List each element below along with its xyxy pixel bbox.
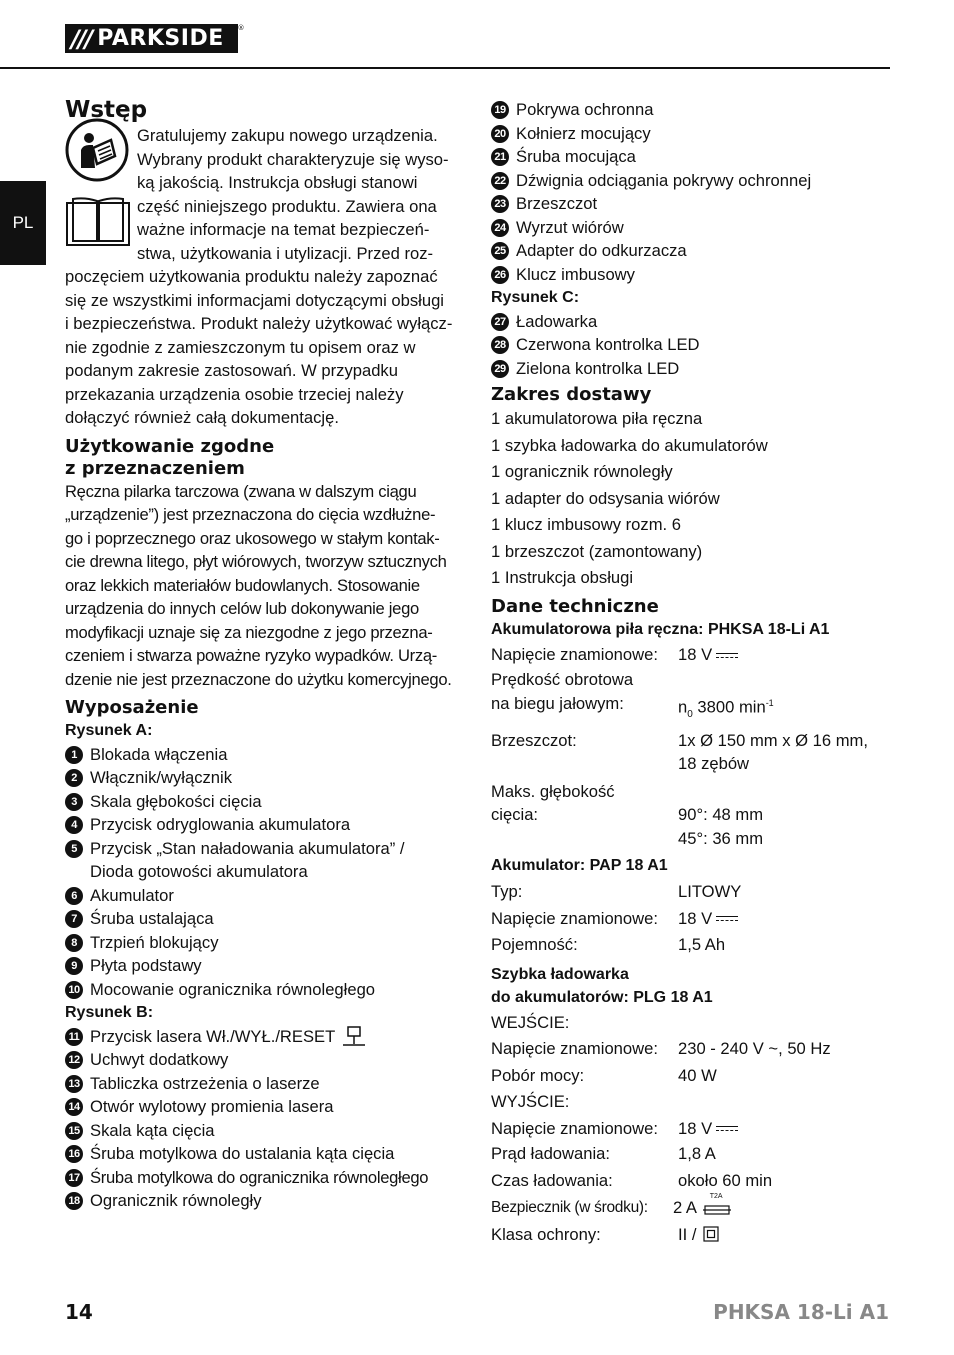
spec-row: Prędkość obrotowa [491,670,634,689]
item-number-badge: 19 [491,101,509,119]
intro-line: stwa, użytkowania i utylizacji. Przed roz- [137,243,434,263]
item-number-badge: 4 [65,816,83,834]
delivery-list [491,406,891,592]
item-number-badge: 10 [65,981,83,999]
intro-line: i bezpieczeństwa. Produkt należy użytkować wyłącz- [65,314,453,333]
laser-icon [341,1026,367,1048]
equipment-item: 8 Trzpień blokujący [65,931,465,955]
parkside-logo [65,24,245,53]
spec-row: Pobór mocy: 40 W [491,1065,717,1085]
intended-line: czeniem i stwarza poważne ryzyko wypadków. Urzą- [65,646,438,665]
book-icon [65,197,131,249]
equipment-item: 21 Śruba mocująca [491,145,891,169]
item-number-badge: 23 [491,195,509,213]
item-number-badge: 21 [491,148,509,166]
spec-row: cięcia: 90°: 48 mm [491,805,764,825]
dc-symbol-icon [716,915,738,923]
delivery-item: 1 brzeszczot (zamontowany) [491,541,703,561]
spec-row: Maks. głębokość [491,781,615,801]
read-manual-icon [65,118,129,182]
equipment-item: 16 Śruba motylkowa do ustalania kąta cięcia [65,1142,465,1166]
equipment-item: 2 Włącznik/wyłącznik [65,766,465,790]
item-number-badge: 26 [491,266,509,284]
delivery-item: 1 klucz imbusowy rozm. 6 [491,515,681,534]
spec-row: Typ: LITOWY [491,882,742,902]
spec-row: 45°: 36 mm [678,828,764,848]
spec-row: Napięcie znamionowe: 18 V [491,906,891,933]
item-number-badge: 18 [65,1192,83,1210]
equipment-item: 15 Skala kąta cięcia [65,1119,465,1143]
protection-class-icon [703,1226,719,1242]
logo-reg-mark: ® [237,24,245,32]
equipment-item: 20 Kołnierz mocujący [491,122,891,146]
equipment-item: 19 Pokrywa ochronna [491,98,891,122]
intended-line: „urządzenie”) jest przeznaczona do cięcia wzdłużne- [65,505,436,524]
equipment-item: 23 Brzeszczot [491,192,891,216]
intro-title: Wstęp [65,97,148,123]
intro-line: dołączyć również całą dokumentację. [65,408,339,427]
language-tab: PL [0,181,46,265]
figure-a-label: Rysunek A: [65,722,153,739]
charger-spec-title-2: do akumulatorów: PLG 18 A1 [491,989,713,1007]
header-rule [0,67,890,69]
delivery-item: 1 adapter do odsysania wiórów [491,488,720,508]
intended-use-text [65,480,465,692]
equipment-item: 22 Dźwignia odciągania pokrywy ochronnej [491,169,891,193]
page-number: 14 [65,1300,93,1324]
equipment-item: 24 Wyrzut wiórów [491,216,891,240]
delivery-title: Zakres dostawy [491,384,652,405]
spec-row: Napięcie znamionowe: 18 V [491,1116,891,1143]
intro-line: nie zgodnie z zamieszczonym tu opisem oraz w [65,337,416,357]
footer-model: PHKSA 18-Li A1 [713,1300,889,1324]
item-number-badge: 15 [65,1122,83,1140]
right-column [491,98,891,1246]
equipment-title: Wyposażenie [65,697,199,718]
spec-row: Bezpiecznik (w środku): 2 A T2A [491,1196,891,1220]
item-number-badge: 8 [65,934,83,952]
spec-row: Brzeszczot: 1x Ø 150 mm x Ø 16 mm, [491,730,868,750]
spec-row: Pojemność: 1,5 Ah [491,935,726,955]
equipment-item: 7 Śruba ustalająca [65,907,465,931]
item-number-badge: 25 [491,242,509,260]
intro-line: ką jakością. Instrukcja obsługi stanowi [137,173,418,192]
intro-line: się ze wszystkimi informacjami dotyczącymi obsługi [65,290,444,310]
intended-line: cie drewna litego, płyt wiórowych, tworzyw sztucznych [65,552,447,571]
output-label: WYJŚCIE: [491,1092,570,1112]
item-number-badge: 27 [491,313,509,331]
tech-title: Dane techniczne [491,595,659,617]
equipment-item: 26 Klucz imbusowy [491,263,891,287]
battery-spec-title: Akumulator: PAP 18 A1 [491,857,668,875]
item-number-badge: 12 [65,1051,83,1069]
equipment-item: 10 Mocowanie ogranicznika równoległego [65,978,465,1002]
item-number-badge: 24 [491,219,509,237]
spec-row: Napięcie znamionowe: 230 - 240 V ~, 50 Hz [491,1039,831,1059]
item-number-badge: 20 [491,125,509,143]
delivery-item: 1 ogranicznik równoległy [491,462,673,481]
equipment-item: 1 Blokada włączenia [65,743,465,767]
intro-line: poczęciem użytkowania produktu należy zapoznać [65,267,438,286]
intended-line: urządzenia do innych celów lub dokonywanie jego [65,599,419,618]
item-number-badge: 29 [491,360,509,378]
equipment-item: 27 Ładowarka [491,310,891,334]
item-number-badge: 2 [65,769,83,787]
equipment-item: 9 Płyta podstawy [65,954,465,978]
equipment-item: 12 Uchwyt dodatkowy [65,1048,465,1072]
intended-use-title-1: Użytkowanie zgodne [65,435,275,457]
item-number-badge: 14 [65,1098,83,1116]
equipment-item: 25 Adapter do odkurzacza [491,239,891,263]
dc-symbol-icon [716,652,738,660]
equipment-item: 5 Przycisk „Stan naładowania akumulatora” / Dioda gotowości akumulatora [65,837,465,884]
intro-section [65,124,465,430]
equipment-item: 29 Zielona kontrolka LED [491,357,891,381]
equipment-item: 18 Ogranicznik równoległy [65,1189,465,1213]
delivery-item: 1 akumulatorowa piła ręczna [491,409,703,428]
spec-row: Czas ładowania: około 60 min [491,1170,773,1190]
input-label: WEJŚCIE: [491,1012,570,1032]
fuse-icon: T2A [703,1202,731,1216]
item-number-badge: 22 [491,172,509,190]
item-number-badge: 1 [65,746,83,764]
intended-line: oraz lekkich materiałów budowlanych. Stosowanie [65,575,420,595]
left-column [65,96,465,1213]
logo-brand: PARKSIDE [97,26,224,51]
item-number-badge: 16 [65,1145,83,1163]
equipment-item: 14 Otwór wylotowy promienia lasera [65,1095,465,1119]
item-number-badge: 28 [491,336,509,354]
intro-line: Gratulujemy zakupu nowego urządzenia. [137,126,438,145]
equipment-item: 11 Przycisk lasera Wł./WYŁ./RESET [65,1025,465,1049]
item-number-badge: 6 [65,887,83,905]
figure-b-label: Rysunek B: [65,1004,154,1021]
spec-row: Napięcie znamionowe: 18 V [491,641,891,668]
item-number-badge: 11 [65,1028,83,1046]
figure-c-label: Rysunek C: [491,289,580,306]
dc-symbol-icon [716,1125,738,1133]
intro-line: przekazania urządzenia osobie trzeciej należy [65,384,404,404]
equipment-item: 3 Skala głębokości cięcia [65,790,465,814]
saw-spec-title: Akumulatorowa piła ręczna: PHKSA 18-Li A1 [491,620,830,638]
spec-row: Prąd ładowania: 1,8 A [491,1144,716,1164]
spec-row: 18 zębów [678,754,750,774]
charger-spec-title-1: Szybka ładowarka [491,965,629,983]
equipment-item: 28 Czerwona kontrolka LED [491,333,891,357]
equipment-item: 13 Tabliczka ostrzeżenia o laserze [65,1072,465,1096]
logo-slashes: /// [71,24,92,53]
intended-line: modyfikacji uznaje się za niezgodne z jego przezna- [65,622,433,642]
spec-row: Klasa ochrony: II / [491,1223,891,1247]
delivery-item: 1 szybka ładowarka do akumulatorów [491,435,768,455]
item-number-badge: 17 [65,1169,83,1187]
item-number-badge: 13 [65,1075,83,1093]
intro-icons [65,118,133,255]
intended-line: dzenie nie jest przeznaczone do użytku komercyjnego. [65,669,452,689]
intended-use-title-2: z przeznaczeniem [65,457,245,479]
spec-row: na biegu jałowym: $n_0$ 3800 $\min^{-1}$ [491,693,774,720]
intro-line: część niniejszego produktu. Zawiera ona [137,196,437,216]
equipment-item: 17 Śruba motylkowa do ogranicznika równoległego [65,1166,465,1190]
item-number-badge: 9 [65,957,83,975]
intro-line: podanym zakresie zastosowań. W przypadku [65,361,398,380]
item-number-badge: 3 [65,793,83,811]
intro-line: Wybrany produkt charakteryzuje się wyso- [137,149,449,169]
intended-line: Ręczna pilarka tarczowa (zwana w dalszym ciągu [65,481,417,501]
delivery-item: 1 Instrukcja obsługi [491,568,634,587]
intro-line: ważne informacje na temat bezpieczeń- [137,220,430,239]
item-number-badge: 7 [65,910,83,928]
equipment-item: 4 Przycisk odryglowania akumulatora [65,813,465,837]
equipment-item: 6 Akumulator [65,884,465,908]
item-number-badge: 5 [65,840,83,858]
intended-line: go i poprzecznego oraz ukosowego w stałym kontak- [65,528,440,548]
